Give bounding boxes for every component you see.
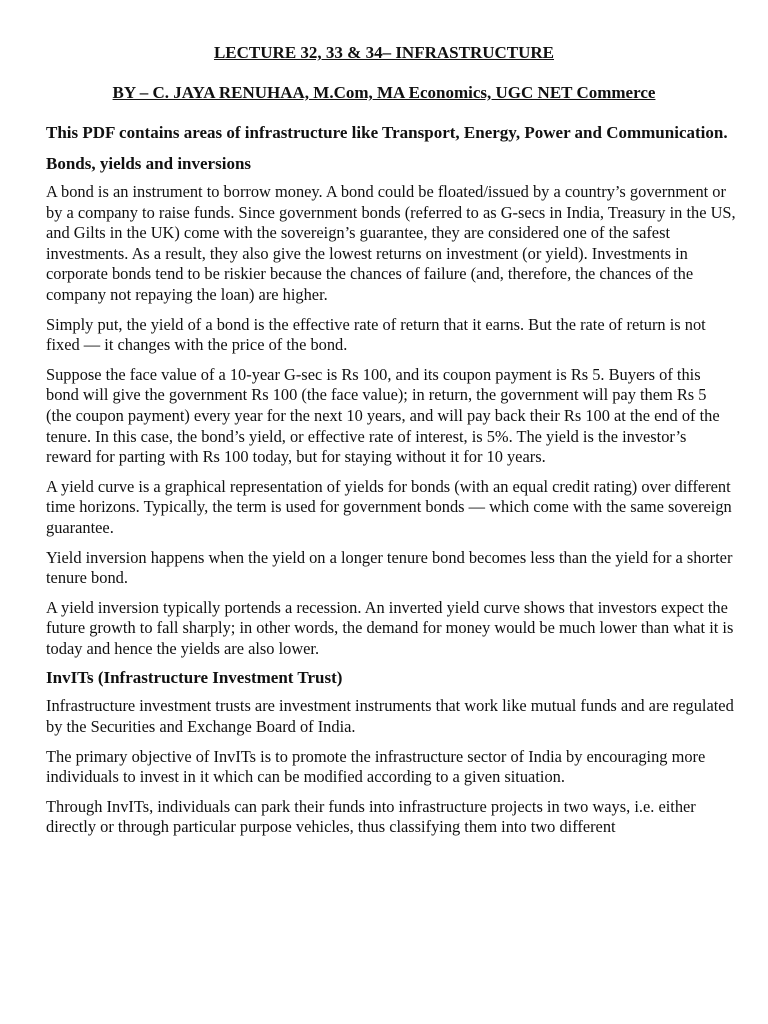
paragraph: Suppose the face value of a 10-year G-sec is Rs 100, and its coupon payment is Rs 5. Buyers of this bond will give the government Rs 100 (the face value); in return, the government will pay them Rs 5 (the coupon payment) every year for the next 10 years, and will pay back their Rs 100 at the end of the tenure. In this case, the bond’s yield, or effective rate of interest, is 5%. The yield is the investor’s reward for parting with Rs 100 today, but for staying without it for 10 years. (46, 364, 720, 467)
author-line: BY – C. JAYA RENUHAA, M.Com, MA Economics, UGC NET Commerce (112, 83, 656, 102)
paragraph: A bond is an instrument to borrow money. A bond could be floated/issued by a country’s government or by a company to raise funds. Since government bonds (referred to as G-secs in India, Treasury in the US, and Gilts in the UK) come with the sovereign’s guarantee, they are considered one of the safest investments. As a result, they also give the lowest returns on investment (or yield). Investments in corporate bonds tend to be riskier because the chances of failure (and, therefore, the chances of the company not repaying the loan) are higher. (46, 182, 736, 304)
paragraph: A yield curve is a graphical representation of yields for bonds (with an equal credit rating) over different time horizons. Typically, the term is used for government bonds — which come with the same sovereign guarantee. (46, 476, 732, 537)
paragraph: The primary objective of InvITs is to promote the infrastructure sector of India by encouraging more individuals to invest in it which can be modified according to a given situation. (46, 746, 706, 787)
paragraph: Yield inversion happens when the yield on a longer tenure bond becomes less than the yield for a shorter tenure bond. (46, 547, 733, 588)
document-body (46, 118, 736, 847)
paragraph: A yield inversion typically portends a recession. An inverted yield curve shows that investors expect the future growth to fall sharply; in other words, the demand for money would be much lower than what it is today and hence the yields are also lower. (46, 597, 734, 658)
intro-paragraph: This PDF contains areas of infrastructure like Transport, Energy, Power and Communication. (46, 123, 728, 142)
section-heading: Bonds, yields and inversions (46, 154, 252, 173)
paragraph: Through InvITs, individuals can park their funds into infrastructure projects in two ways, i.e. either directly or through particular purpose vehicles, thus classifying them into two different (46, 796, 696, 837)
paragraph: Infrastructure investment trusts are investment instruments that work like mutual funds and are regulated by the Securities and Exchange Board of India. (46, 696, 734, 737)
section-bonds (46, 154, 736, 659)
lecture-title: LECTURE 32, 33 & 34– INFRASTRUCTURE (213, 43, 555, 62)
section-heading: InvITs (Infrastructure Investment Trust) (46, 668, 343, 688)
section-invits (46, 668, 736, 838)
paragraph: Simply put, the yield of a bond is the effective rate of return that it earns. But the rate of return is not fixed — it changes with the price of the bond. (46, 314, 706, 355)
